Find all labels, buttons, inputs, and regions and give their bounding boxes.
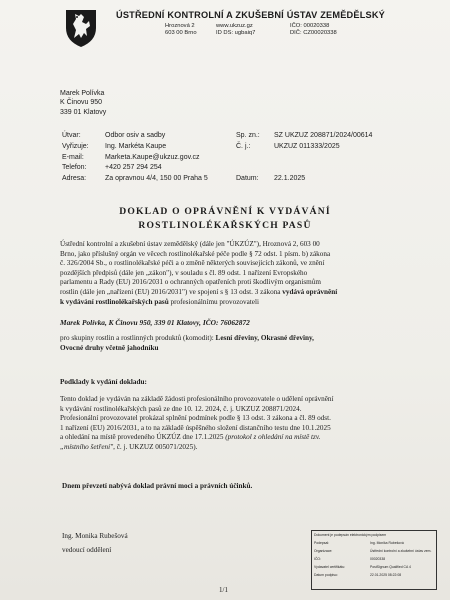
recipient-city: 339 01 Klatovy [60,108,107,116]
grounds-line: k vydávání rostlinolékařských pasů ze dne 10. 12. 2024, č. j. UKZUZ 208871/2024. [60,404,302,413]
commodity-line [60,334,314,344]
document-title-line-2: ROSTLINOLÉKAŘSKÝCH PASŮ [138,220,312,231]
stamp-label: IČO: [314,557,321,561]
stamp-value: 22.01.2025 08:22:08 [370,573,402,577]
stamp-label: Vydavatel certifikátu: [314,565,346,569]
intro-line [60,288,392,298]
meta-label-file-ref: Sp. zn.: [236,132,260,139]
grounds-italic-text: (protokol z ohledání na místě tzv. [225,433,321,442]
operator-identification: Marek Polívka, K Činovu 950, 339 01 Klatovy, IČO: 76062872 [60,318,250,327]
meta-label-unit: Útvar: [62,132,81,139]
czech-lion-emblem-icon [64,8,98,48]
meta-label-phone: Telefon: [62,164,87,171]
document-title-line-1: DOKLAD O OPRÁVNĚNÍ K VYDÁVÁNÍ [119,206,331,217]
commodity-intro: pro skupiny rostlin a rostlinných produktů (komodit): [60,334,216,342]
intro-text: rostlin (dále jen „nařízení (EU) 2016/2031") ve spojení s § 13 odst. 3 zákona [60,287,283,296]
org-name: ÚSTŘEDNÍ KONTROLNÍ A ZKUŠEBNÍ ÚSTAV ZEMĚDĚLSKÝ [116,10,386,20]
grounds-text: a ohledání na místě provedeného ÚKZÚZ dne 17.1.2025 [60,433,226,442]
org-dic: DIČ: CZ00020338 [290,30,337,36]
grounds-line [60,433,334,443]
stamp-value: Ústřední kontrolní a zkušební ústav zem. [370,549,432,553]
grounds-line: Tento doklad je vydáván na základě žádosti profesionálního provozovatele o udělení oprávnění [60,395,334,403]
meta-label-address: Adresa: [62,175,87,182]
intro-text: profesionálnímu provozovateli [168,297,259,306]
meta-value-address: Za opravnou 4/4, 150 00 Praha 5 [105,175,208,182]
org-ico: IČO: 00020338 [290,23,330,29]
meta-label-ref-number: Č. j.: [236,143,251,150]
stamp-label: Datum podpisu: [314,573,338,577]
stamp-value: Ing. Monika Rubešová [370,541,404,545]
signatory-name: Ing. Monika Rubešová [62,532,128,540]
commodity-paragraph [60,334,314,353]
meta-label-handler: Vyřizuje: [62,143,89,150]
meta-value-file-ref: SZ UKZUZ 208871/2024/00614 [274,132,373,139]
validity-statement: Dnem převzetí nabývá doklad právní moci a právních účinků. [62,482,253,490]
stamp-heading: Dokument je podepsán elektronickým podpisem [314,533,387,537]
org-web: www.ukzuz.gz [216,23,253,29]
meta-value-unit: Odbor osiv a sadby [105,132,166,139]
meta-label-date: Datum: [236,175,259,182]
recipient-address [60,89,106,117]
stamp-value: 00020338 [370,557,386,561]
meta-value-phone: +420 257 294 254 [105,164,162,171]
intro-bold-text: k vydávání rostlinolékařských pasů [60,297,169,306]
page-number: 1/1 [219,586,228,594]
grounds-heading: Podklady k vydání dokladu: [60,378,147,386]
grounds-paragraph [60,395,334,453]
meta-value-ref-number: UKZUZ 011333/2025 [274,143,340,150]
intro-line [60,298,392,308]
commodity-line: Ovocné druhy včetně jahodníku [60,343,159,352]
intro-paragraph [60,240,392,307]
intro-line: parlamentu a Rady (EU) 2016/2031 o ochranných opatřeních proti škodlivým organismům [60,278,321,287]
recipient-street: K Činovu 950 [60,99,103,107]
meta-value-email[interactable]: Marketa.Kaupe@ukzuz.gov.cz [105,154,200,161]
intro-line: Brno, jako příslušný orgán ve věcech rostlinolékařské péče podle § 72 odst. 1 písm. b) zákona [60,249,331,258]
meta-value-handler: Ing. Markéta Kaupe [105,143,167,150]
meta-label-email: E-mail: [62,154,84,161]
stamp-label: Organizace: [314,549,333,553]
recipient-name: Marek Polívka [60,90,105,97]
intro-line: Ústřední kontrolní a zkušební ústav zemědělský (dále jen "ÚKZÚZ"), Hroznová 2, 603 00 [60,240,320,248]
meta-value-date: 22.1.2025 [274,175,306,182]
stamp-label: Podepsal: [314,541,330,545]
intro-bold-text: vydává oprávnění [282,287,338,296]
org-city: 603 00 Brno [165,30,197,36]
stamp-value: PostSignum Qualified CA 4 [370,565,411,569]
grounds-line [60,443,334,453]
grounds-line: 1 nařízení (EU) 2016/2031, a to na základě úspěšného složení distančního testu dne 10.1.2025 [60,423,331,432]
signatory-role: vedoucí oddělení [62,546,112,554]
commodity-list: Lesní dřeviny, Okrasné dřeviny, [215,334,314,342]
grounds-text: , č. j. UKZUZ 005071/2025). [113,442,198,451]
grounds-italic-text: „místního šetření" [60,442,114,451]
intro-line: pozdějších předpisů (dále jen „zákon"), v souladu s čl. 89 odst. 1 nařízení Evropského [60,268,308,277]
intro-line: č. 326/2004 Sb., o rostlinolékařské péči a o změně některých souvisejících zákonů, ve znění [60,259,325,268]
grounds-line: Profesionální provozovatel prokázal splnění podmínek podle § 13 odst. 3 zákona a čl. 89 odst. [60,414,331,423]
electronic-signature-stamp [311,530,437,590]
org-street: Hroznová 2 [165,23,195,29]
org-data-box: ID DS: ugbaiq7 [216,30,256,36]
